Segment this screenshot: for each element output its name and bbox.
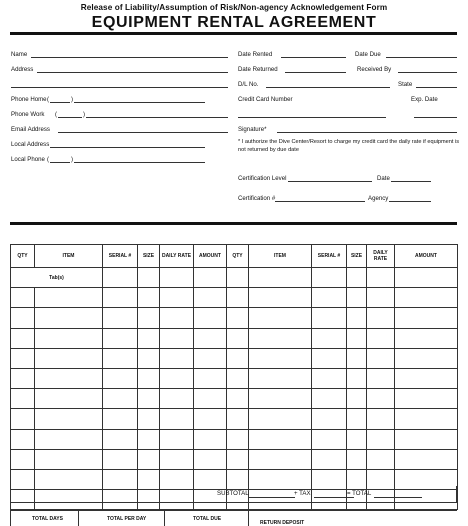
table-cell[interactable] [367,328,395,348]
rental-items-table [10,244,458,510]
received-by-field[interactable] [398,72,457,73]
size-header: SIZE [347,245,367,268]
table-cell[interactable] [138,328,160,348]
table-cell[interactable] [35,328,103,348]
total-label: = TOTAL [347,490,372,497]
email-field[interactable] [58,132,228,133]
phone-work-label: Phone Work [11,111,45,118]
table-cell[interactable] [194,389,227,409]
daily-rate-header: DAILY RATE [160,245,194,268]
table-cell[interactable] [35,288,103,308]
phone-work-area-open: ( [55,111,58,118]
table-cell[interactable] [194,308,227,328]
table-cell[interactable] [347,288,367,308]
table-cell[interactable] [347,368,367,388]
table-cell[interactable] [138,449,160,469]
table-cell[interactable] [11,368,35,388]
table-cell[interactable] [395,348,458,368]
certification-date-field[interactable] [391,181,431,182]
table-cell[interactable] [11,308,35,328]
table-cell[interactable] [194,368,227,388]
name-label: Name [11,51,28,58]
agency-label: Agency [368,195,389,202]
table-cell[interactable] [347,409,367,429]
phone-work-area-field[interactable] [58,117,82,118]
table-cell[interactable] [194,268,227,288]
table-cell[interactable] [138,368,160,388]
table-cell[interactable] [160,389,194,409]
table-cell[interactable] [395,308,458,328]
table-cell[interactable] [160,328,194,348]
table-cell[interactable] [367,288,395,308]
table-cell[interactable] [160,288,194,308]
table-cell[interactable] [103,409,138,429]
table-cell[interactable] [11,348,35,368]
table-cell[interactable] [395,429,458,449]
signature-label: Signature* [238,126,267,133]
table-cell[interactable] [138,429,160,449]
dl-no-field[interactable] [266,87,390,88]
table-cell[interactable] [249,449,312,469]
table-cell[interactable] [35,389,103,409]
address-label: Address [11,66,34,73]
table-cell[interactable] [35,409,103,429]
table-cell[interactable] [227,449,249,469]
table-cell[interactable] [103,389,138,409]
agency-field[interactable] [389,201,431,202]
certification-date-label: Date [377,175,390,182]
received-by-label: Received By [357,66,392,73]
table-cell[interactable] [249,268,312,288]
table-cell[interactable] [249,389,312,409]
table-cell[interactable] [11,389,35,409]
table-cell[interactable] [347,389,367,409]
table-cell[interactable] [138,308,160,328]
date-returned-label: Date Returned [238,66,278,73]
table-cell[interactable] [160,368,194,388]
table-cell[interactable] [249,308,312,328]
divider [10,511,11,526]
table-cell[interactable] [395,268,458,288]
summary-row [10,510,457,526]
table-row [11,389,458,409]
table-cell[interactable] [347,268,367,288]
table-cell[interactable] [227,288,249,308]
return-deposit-label: RETURN DEPOSIT [260,520,305,526]
table-row [11,348,458,368]
phone-work-field[interactable] [86,117,228,118]
table-cell[interactable] [347,429,367,449]
table-row [11,449,458,469]
first-row-note[interactable]: Tab(s) [11,268,103,288]
table-cell[interactable] [35,449,103,469]
form-subtitle: Release of Liability/Assumption of Risk/Non-agency Acknowledgement Form [80,3,388,12]
table-row [11,268,458,288]
total-field[interactable] [374,497,422,498]
qty-header: QTY [11,245,35,268]
table-cell[interactable] [160,348,194,368]
table-row [11,328,458,348]
table-cell[interactable] [312,389,347,409]
serial-header: SERIAL # [103,245,138,268]
total-per-day-label: TOTAL PER DAY [107,516,147,522]
table-cell[interactable] [103,348,138,368]
section-divider [10,222,457,225]
table-cell[interactable] [35,308,103,328]
table-cell[interactable] [103,328,138,348]
table-cell[interactable] [138,288,160,308]
certification-number-field[interactable] [275,201,365,202]
table-cell[interactable] [312,449,347,469]
state-field[interactable] [416,87,457,88]
phone-home-field[interactable] [74,102,205,103]
size-header: SIZE [138,245,160,268]
header-divider [10,32,457,35]
table-cell[interactable] [312,409,347,429]
table-cell[interactable] [160,429,194,449]
dl-no-label: D/L No. [238,81,259,88]
table-cell[interactable] [160,268,194,288]
table-cell[interactable] [367,449,395,469]
table-cell[interactable] [367,308,395,328]
form-title: EQUIPMENT RENTAL AGREEMENT [91,14,377,31]
table-cell[interactable] [194,409,227,429]
table-cell[interactable] [395,368,458,388]
table-cell[interactable] [11,328,35,348]
table-cell[interactable] [395,328,458,348]
table-cell[interactable] [11,449,35,469]
table-cell[interactable] [138,409,160,429]
table-cell[interactable] [312,288,347,308]
local-address-label: Local Address [11,141,50,148]
table-row [11,368,458,388]
table-cell[interactable] [194,328,227,348]
amount-header: AMOUNT [194,245,227,268]
exp-date-field[interactable] [414,117,457,118]
phone-home-area-open: ( [47,96,50,103]
certification-level-label: Certification Level [238,175,287,182]
table-cell[interactable] [249,368,312,388]
local-phone-area-field[interactable] [50,162,70,163]
table-cell[interactable] [312,429,347,449]
table-header-row [11,245,458,268]
serial-header: SERIAL # [312,245,347,268]
local-phone-field[interactable] [74,162,205,163]
table-row [11,409,458,429]
table-cell[interactable] [367,409,395,429]
table-cell[interactable] [347,308,367,328]
table-cell[interactable] [35,429,103,449]
table-cell[interactable] [249,348,312,368]
table-cell[interactable] [160,308,194,328]
date-returned-field[interactable] [285,72,346,73]
table-cell[interactable] [138,348,160,368]
table-cell[interactable] [312,348,347,368]
table-cell[interactable] [312,268,347,288]
qty-header: QTY [227,245,249,268]
table-cell[interactable] [249,429,312,449]
table-cell[interactable] [367,348,395,368]
address-field[interactable] [37,72,228,73]
table-cell[interactable] [103,288,138,308]
table-row [11,288,458,308]
table-cell[interactable] [249,328,312,348]
local-phone-area-open: ( [47,156,50,163]
table-cell[interactable] [11,288,35,308]
table-cell[interactable] [347,328,367,348]
table-cell[interactable] [367,268,395,288]
table-cell[interactable] [103,308,138,328]
table-cell[interactable] [35,368,103,388]
table-cell[interactable] [35,348,103,368]
local-phone-area-close: ) [71,156,74,163]
date-due-field[interactable] [386,57,457,58]
table-cell[interactable] [227,429,249,449]
credit-card-field[interactable] [238,117,386,118]
table-cell[interactable] [160,449,194,469]
table-cell[interactable] [227,308,249,328]
table-cell[interactable] [227,328,249,348]
table-cell[interactable] [103,268,138,288]
table-cell[interactable] [103,449,138,469]
item-header: ITEM [249,245,312,268]
item-header: ITEM [35,245,103,268]
table-cell[interactable] [347,348,367,368]
table-cell[interactable] [11,429,35,449]
phone-work-area-close: ) [83,111,86,118]
date-rented-label: Date Rented [238,51,273,58]
table-cell[interactable] [367,368,395,388]
totals-row [10,486,457,503]
name-field[interactable] [31,57,228,58]
table-cell[interactable] [103,368,138,388]
table-cell[interactable] [138,389,160,409]
certification-number-label: Certification # [238,195,276,202]
table-cell[interactable] [395,409,458,429]
table-cell[interactable] [249,409,312,429]
amount-header: AMOUNT [395,245,458,268]
signature-field[interactable] [277,132,457,133]
total-days-label: TOTAL DAYS [32,516,63,522]
divider [78,511,79,526]
tax-label: + TAX [294,490,311,497]
authorize-note: * I authorize the Dive Center/Resort to charge my credit card the daily rate if equipment is not returned by due date [238,139,460,153]
table-cell[interactable] [160,409,194,429]
table-row [11,308,458,328]
table-cell[interactable] [227,348,249,368]
date-rented-field[interactable] [281,57,346,58]
table-cell[interactable] [138,268,160,288]
table-cell[interactable] [312,328,347,348]
address-field-line2[interactable] [11,87,228,88]
table-cell[interactable] [367,389,395,409]
local-phone-label: Local Phone [11,156,45,163]
table-cell[interactable] [227,389,249,409]
daily-rate-header: DAILY RATE [367,245,395,268]
table-cell[interactable] [367,429,395,449]
certification-level-field[interactable] [288,181,372,182]
table-cell[interactable] [227,268,249,288]
local-address-field[interactable] [50,147,205,148]
subtotal-field[interactable] [249,497,295,498]
table-cell[interactable] [312,308,347,328]
exp-date-label: Exp. Date [411,96,438,103]
subtotal-label: SUBTOTAL [217,490,249,497]
phone-home-label: Phone Home [11,96,47,103]
phone-home-area-field[interactable] [50,102,70,103]
table-cell[interactable] [11,409,35,429]
divider [164,511,165,526]
divider [248,511,249,526]
table-cell[interactable] [227,409,249,429]
table-cell[interactable] [395,389,458,409]
total-due-label: TOTAL DUE [193,516,222,522]
table-cell[interactable] [194,429,227,449]
table-cell[interactable] [347,449,367,469]
table-cell[interactable] [194,348,227,368]
table-cell[interactable] [103,429,138,449]
phone-home-area-close: ) [71,96,74,103]
date-due-label: Date Due [355,51,381,58]
table-row [11,429,458,449]
email-label: Email Address [11,126,50,133]
table-cell[interactable] [194,288,227,308]
credit-card-label: Credit Card Number [238,96,293,103]
table-cell[interactable] [395,449,458,469]
table-cell[interactable] [249,288,312,308]
state-label: State [398,81,413,88]
table-cell[interactable] [194,449,227,469]
table-cell[interactable] [312,368,347,388]
table-cell[interactable] [227,368,249,388]
table-cell[interactable] [395,288,458,308]
